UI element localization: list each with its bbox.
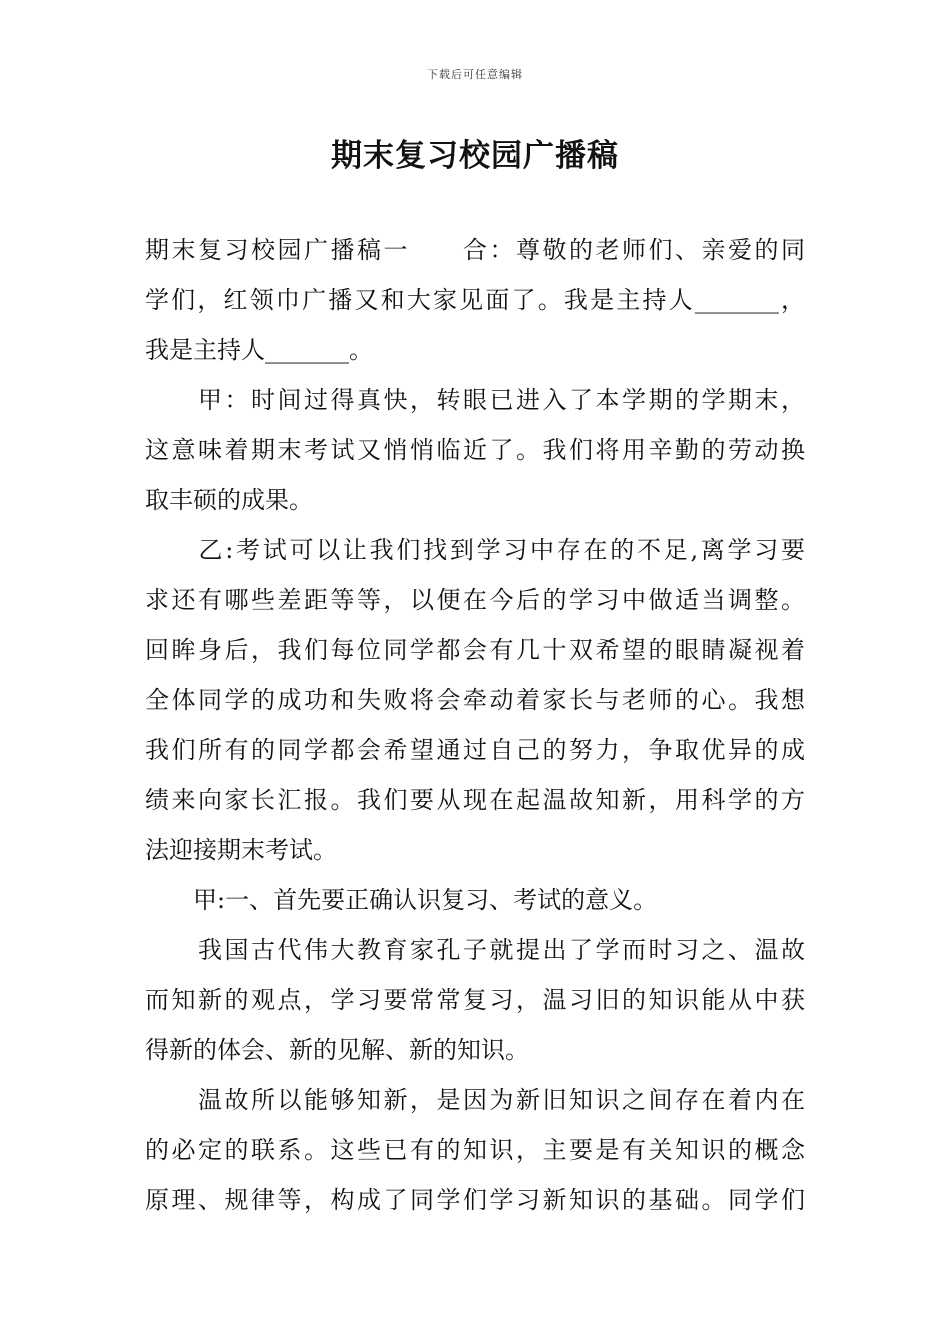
body-line: 甲:一、首先要正确认识复习、考试的意义。 [145, 886, 658, 914]
body-line: 温故所以能够知新，是因为新旧知识之间存在着内在 [145, 1086, 805, 1114]
body-line: 我们所有的同学都会希望通过自己的努力，争取优异的成 [145, 736, 805, 764]
body-line: 取丰硕的成果。 [145, 486, 313, 514]
body-line: 法迎接期末考试。 [145, 836, 337, 864]
body-line: 乙:考试可以让我们找到学习中存在的不足,离学习要 [145, 536, 805, 564]
body-line: 求还有哪些差距等等，以便在今后的学习中做适当调整。 [145, 586, 805, 614]
body-line: 甲：时间过得真快，转眼已进入了本学期的学期末， [145, 386, 805, 414]
body-line: 期末复习校园广播稿一 合：尊敬的老师们、亲爱的同 [145, 236, 805, 264]
body-line: 全体同学的成功和失败将会牵动着家长与老师的心。我想 [145, 686, 805, 714]
header-note: 下载后可任意编辑 [427, 68, 523, 81]
body-line: 我国古代伟大教育家孔子就提出了学而时习之、温故 [145, 936, 805, 964]
body-line: 的必定的联系。这些已有的知识，主要是有关知识的概念 [145, 1136, 805, 1164]
body-line: 我是主持人_______。 [145, 336, 373, 364]
body-line: 学们，红领巾广播又和大家见面了。我是主持人_______， [145, 286, 805, 314]
body-line: 得新的体会、新的见解、新的知识。 [145, 1036, 529, 1064]
document-body [145, 225, 805, 1225]
document-title: 期末复习校园广播稿 [331, 138, 619, 174]
body-line: 而知新的观点，学习要常常复习，温习旧的知识能从中获 [145, 986, 805, 1014]
body-line: 原理、规律等，构成了同学们学习新知识的基础。同学们 [145, 1186, 805, 1214]
body-line: 回眸身后，我们每位同学都会有几十双希望的眼睛凝视着 [145, 636, 805, 664]
body-line: 这意味着期末考试又悄悄临近了。我们将用辛勤的劳动换 [145, 436, 805, 464]
body-line: 绩来向家长汇报。我们要从现在起温故知新，用科学的方 [145, 786, 805, 814]
